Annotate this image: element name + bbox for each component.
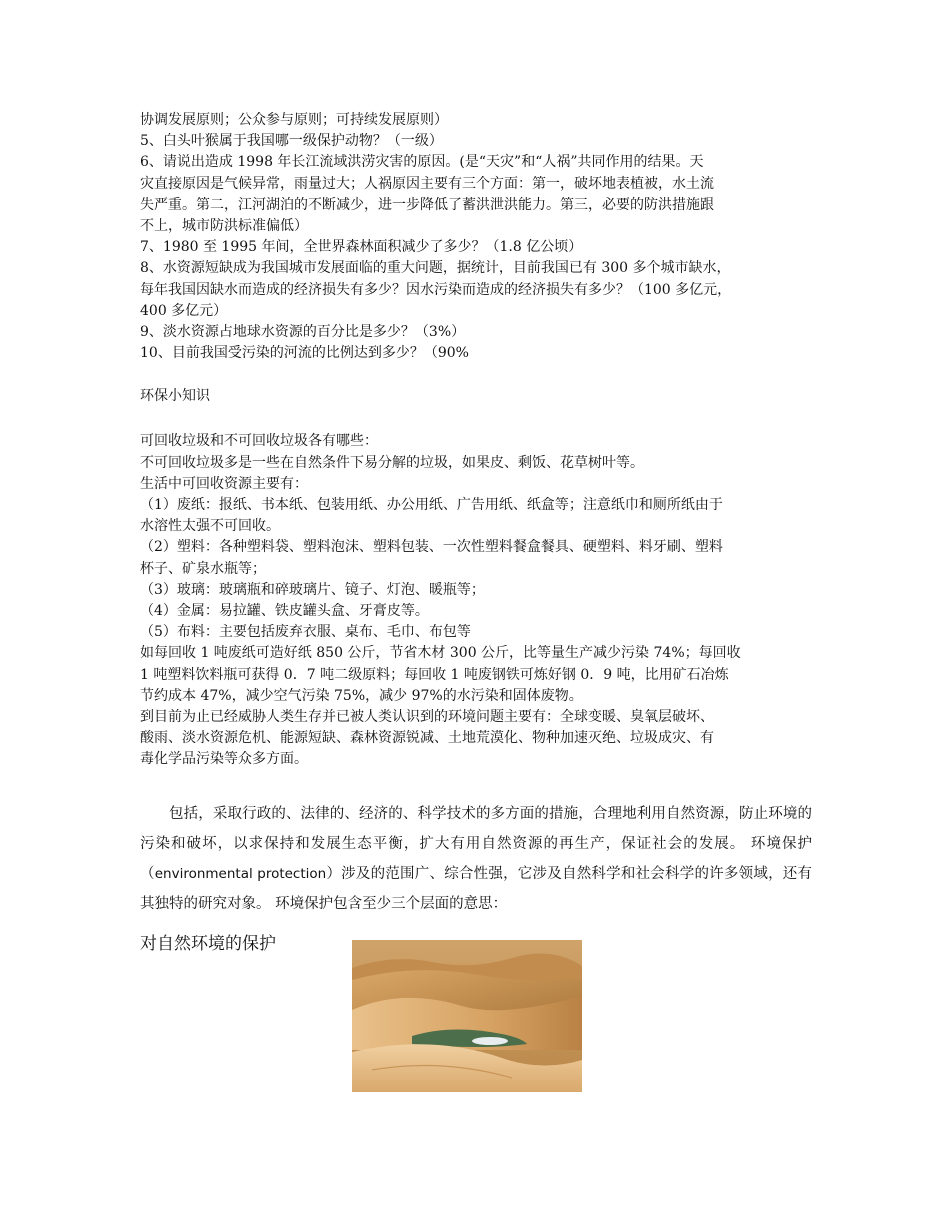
text-line: 失严重。第二，江河湖泊的不断减少，进一步降低了蓄洪泄洪能力。第三，必要的防洪措施跟 [140,196,714,213]
text-line: 节约成本 47%，减少空气污染 75%，减少 97%的水污染和固体废物。 [140,687,583,704]
text-line: 灾直接原因是气候异常，雨量过大；人祸原因主要有三个方面：第一，破坏地表植被，水土流 [140,175,714,192]
text-line: 协调发展原则；公众参与原则；可持续发展原则） [140,112,448,128]
text-line: 6、请说出造成 1998 年长江流域洪涝灾害的原因。(是“天灾”和“人祸”共同作用的结果。天 [140,154,704,171]
paragraph-text-1: 包括，采取行政的、法律的、经济的、科学技术的多方面的措施，合理地利用自然资源，防止环境的污染和破坏，以求保持和发展生态平衡，扩大有用自然资源的再生产，保证社会的发展。 环境保护（ [140,805,812,882]
section-title: 对自然环境的保护 [140,933,276,954]
text-line: 8、水资源短缺成为我国城市发展面临的重大问题，据统计，目前我国已有 300 多个城市缺水， [140,260,731,277]
text-line: 杯子、矿泉水瓶等； [140,560,266,577]
text-line: 每年我国因缺水而造成的经济损失有多少？因水污染而造成的经济损失有多少？（100 多亿元， [140,281,732,298]
text-line: 7、1980 至 1995 年间，全世界森林面积减少了多少？（1.8 亿公顷） [140,239,583,256]
text-line: （4）金属：易拉罐、铁皮罐头盒、牙膏皮等。 [140,603,429,620]
text-line: 如每回收 1 吨废纸可造好纸 850 公斤，节省木材 300 公斤，比等量生产减少污染 74%；每回收 [140,645,741,662]
text-line: 1 吨塑料饮料瓶可获得 0．7 吨二级原料；每回收 1 吨废钢铁可炼好钢 0．9 吨，比用矿石冶炼 [140,666,729,683]
protection-paragraph [140,799,812,919]
knowledge-heading: 环保小知识 [140,388,210,405]
recycling-question: 可回收垃圾和不可回收垃圾各有哪些： [140,433,378,450]
text-line: 不可回收垃圾多是一些在自然条件下易分解的垃圾，如果皮、剩饭、花草树叶等。 [140,454,644,471]
text-line: （2）塑料：各种塑料袋、塑料泡沫、塑料包装、一次性塑料餐盒餐具、硬塑料、料牙刷、塑料 [140,539,723,556]
paragraph-latin-term: environmental protection [154,865,327,882]
text-line: 400 多亿元） [140,302,228,319]
text-line: 到目前为止已经威胁人类生存并已被人类认识到的环境问题主要有：全球变暖、臭氧层破坏、 [140,709,714,726]
text-line: 生活中可回收资源主要有： [140,475,308,492]
recycling-notes [140,431,812,770]
text-line: 5、白头叶猴属于我国哪一级保护动物？（一级） [140,133,443,150]
text-line: （5）布料：主要包括废弃衣服、桌布、毛巾、布包等 [140,624,471,641]
desert-dunes-photo [352,940,582,1092]
desert-image [352,940,582,1092]
text-line: 不上，城市防洪标准偏低） [140,218,308,235]
text-line: 9、淡水资源占地球水资源的百分比是多少？（3%） [140,324,466,341]
document-page [140,110,812,957]
text-line: 水溶性太强不可回收。 [140,518,280,535]
text-line: （1）废纸：报纸、书本纸、包装用纸、办公用纸、广告用纸、纸盒等；注意纸巾和厕所纸由于 [140,497,723,514]
qa-list [140,110,812,364]
text-line: 10、目前我国受污染的河流的比例达到多少？（90% [140,345,469,362]
paragraph-text-2: ）涉及的范围广、综合性强，它涉及自然科学和社会科学的许多领域，还有其独特的研究对象。 环境保护包含至少三个层面的意思： [140,865,813,912]
text-line: 酸雨、淡水资源危机、能源短缺、森林资源锐减、土地荒漠化、物种加速灭绝、垃圾成灾、有 [140,730,714,747]
text-line: （3）玻璃：玻璃瓶和碎玻璃片、镜子、灯泡、暖瓶等； [140,581,485,598]
text-line: 毒化学品污染等众多方面。 [140,751,308,768]
